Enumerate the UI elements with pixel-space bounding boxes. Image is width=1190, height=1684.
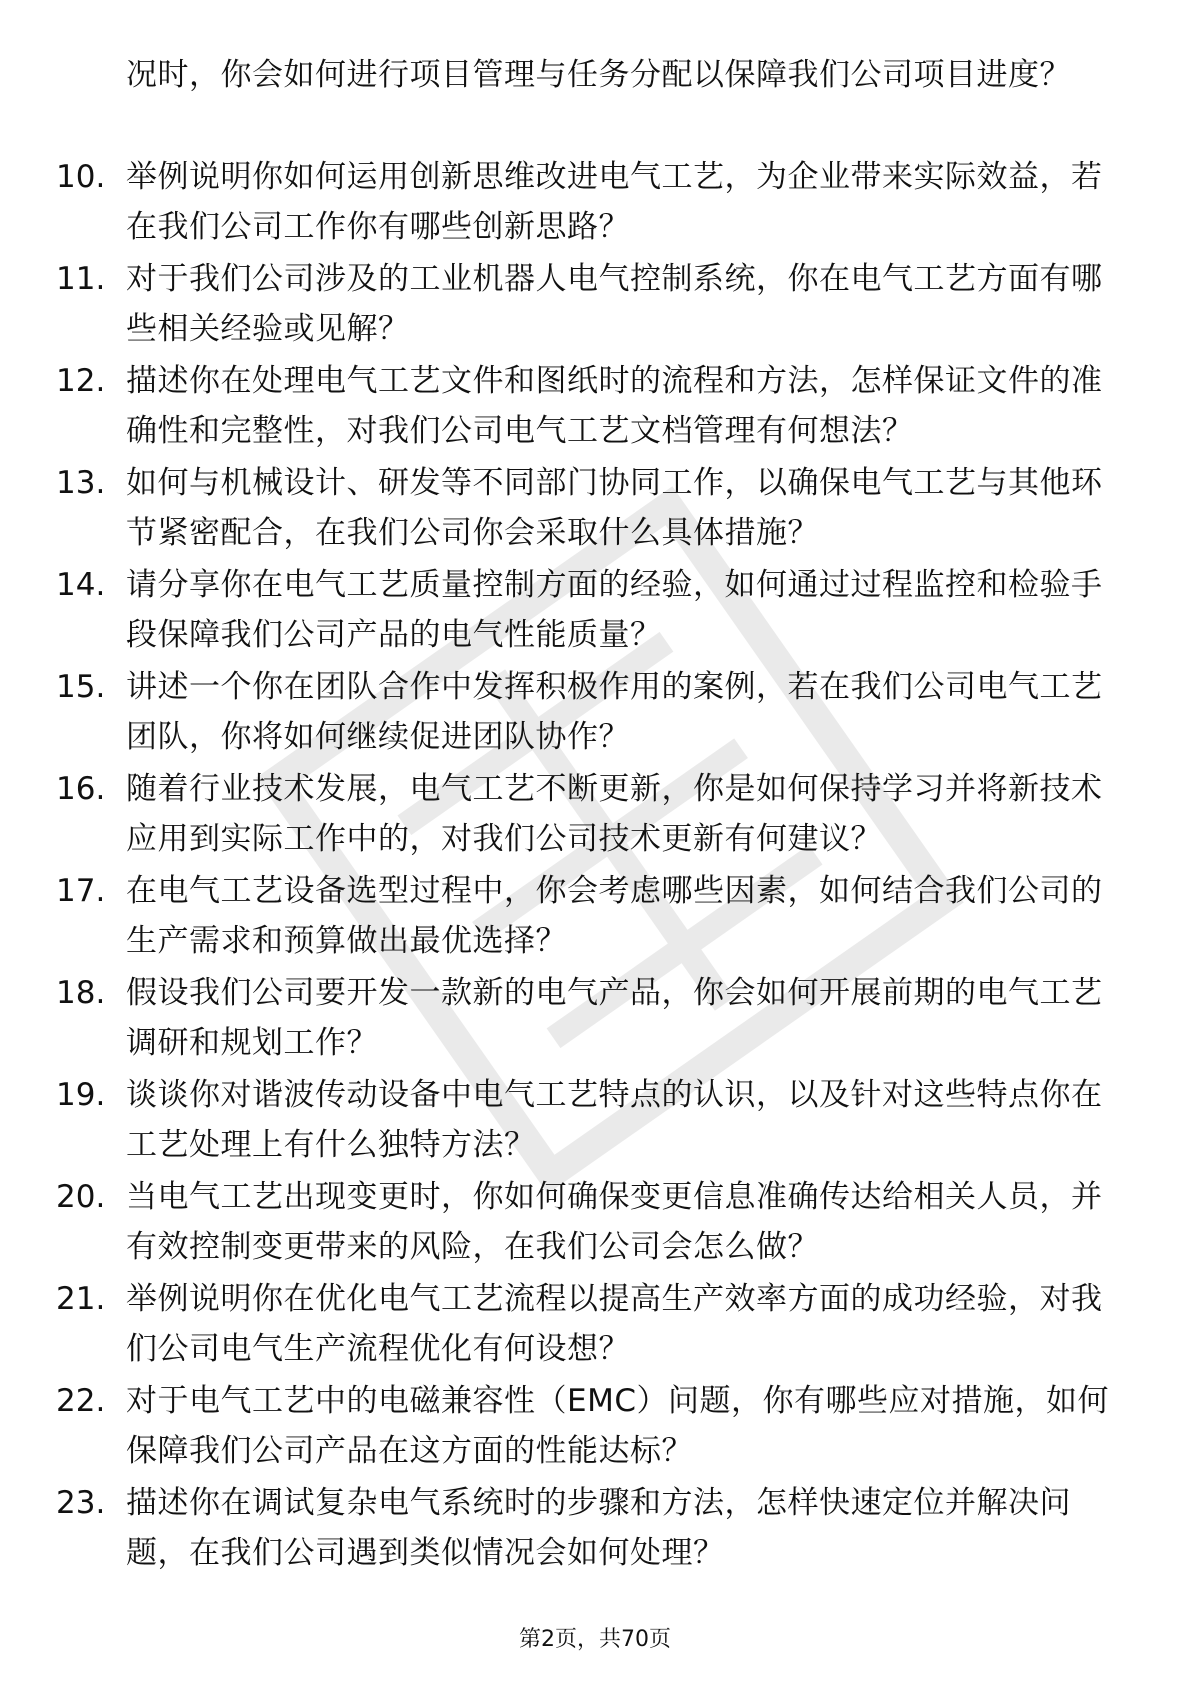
question-text: 描述你在调试复杂电气系统时的步骤和方法，怎样快速定位并解决问题，在我们公司遇到类似情况会如何处理？ [126, 1485, 1071, 1571]
question-text: 描述你在处理电气工艺文件和图纸时的流程和方法，怎样保证文件的准确性和完整性，对我们公司电气工艺文档管理有何想法？ [126, 363, 1103, 449]
question-item [0, 1172, 1190, 1274]
question-item [0, 152, 1190, 254]
question-item [0, 1274, 1190, 1376]
question-number: 13. [56, 465, 106, 501]
question-number: 11. [56, 261, 106, 297]
question-text: 假设我们公司要开发一款新的电气产品，你会如何开展前期的电气工艺调研和规划工作？ [126, 975, 1103, 1061]
question-number: 19. [56, 1077, 106, 1113]
question-item [0, 560, 1190, 662]
question-number: 18. [56, 975, 106, 1011]
question-text: 对于电气工艺中的电磁兼容性（EMC）问题，你有哪些应对措施，如何保障我们公司产品在这方面的性能达标？ [126, 1383, 1109, 1469]
question-text: 在电气工艺设备选型过程中，你会考虑哪些因素，如何结合我们公司的生产需求和预算做出最优选择？ [126, 873, 1103, 959]
question-item [0, 458, 1190, 560]
question-number: 16. [56, 771, 106, 807]
question-item [0, 764, 1190, 866]
question-text: 请分享你在电气工艺质量控制方面的经验，如何通过过程监控和检验手段保障我们公司产品的电气性能质量？ [126, 567, 1103, 653]
question-number: 15. [56, 669, 106, 705]
question-9-continuation: 况时，你会如何进行项目管理与任务分配以保障我们公司项目进度？ [126, 57, 1071, 93]
question-number: 23. [56, 1485, 106, 1521]
question-number: 12. [56, 363, 106, 399]
question-text: 举例说明你在优化电气工艺流程以提高生产效率方面的成功经验，对我们公司电气生产流程优化有何设想？ [126, 1281, 1103, 1367]
page-number-footer: 第2页，共70页 [519, 1627, 671, 1652]
question-number: 21. [56, 1281, 106, 1317]
question-text: 当电气工艺出现变更时，你如何确保变更信息准确传达给相关人员，并有效控制变更带来的风险，在我们公司会怎么做？ [126, 1179, 1103, 1265]
question-item [0, 1376, 1190, 1478]
question-text: 如何与机械设计、研发等不同部门协同工作，以确保电气工艺与其他环节紧密配合，在我们公司你会采取什么具体措施？ [126, 465, 1103, 551]
question-item [0, 1070, 1190, 1172]
question-text: 谈谈你对谐波传动设备中电气工艺特点的认识，以及针对这些特点你在工艺处理上有什么独特方法？ [126, 1077, 1103, 1163]
question-text: 举例说明你如何运用创新思维改进电气工艺，为企业带来实际效益，若在我们公司工作你有哪些创新思路？ [126, 159, 1103, 245]
question-item [0, 1478, 1190, 1580]
question-number: 20. [56, 1179, 106, 1215]
question-list [0, 152, 1190, 1580]
question-item [0, 356, 1190, 458]
question-number: 14. [56, 567, 106, 603]
question-item [0, 662, 1190, 764]
question-item [0, 254, 1190, 356]
question-item [0, 866, 1190, 968]
question-text: 对于我们公司涉及的工业机器人电气控制系统，你在电气工艺方面有哪些相关经验或见解？ [126, 261, 1103, 347]
question-number: 10. [56, 159, 106, 195]
question-text: 讲述一个你在团队合作中发挥积极作用的案例，若在我们公司电气工艺团队，你将如何继续促进团队协作？ [126, 669, 1103, 755]
question-number: 22. [56, 1383, 106, 1419]
question-number: 17. [56, 873, 106, 909]
question-text: 随着行业技术发展，电气工艺不断更新，你是如何保持学习并将新技术应用到实际工作中的，对我们公司技术更新有何建议？ [126, 771, 1103, 857]
question-item [0, 968, 1190, 1070]
